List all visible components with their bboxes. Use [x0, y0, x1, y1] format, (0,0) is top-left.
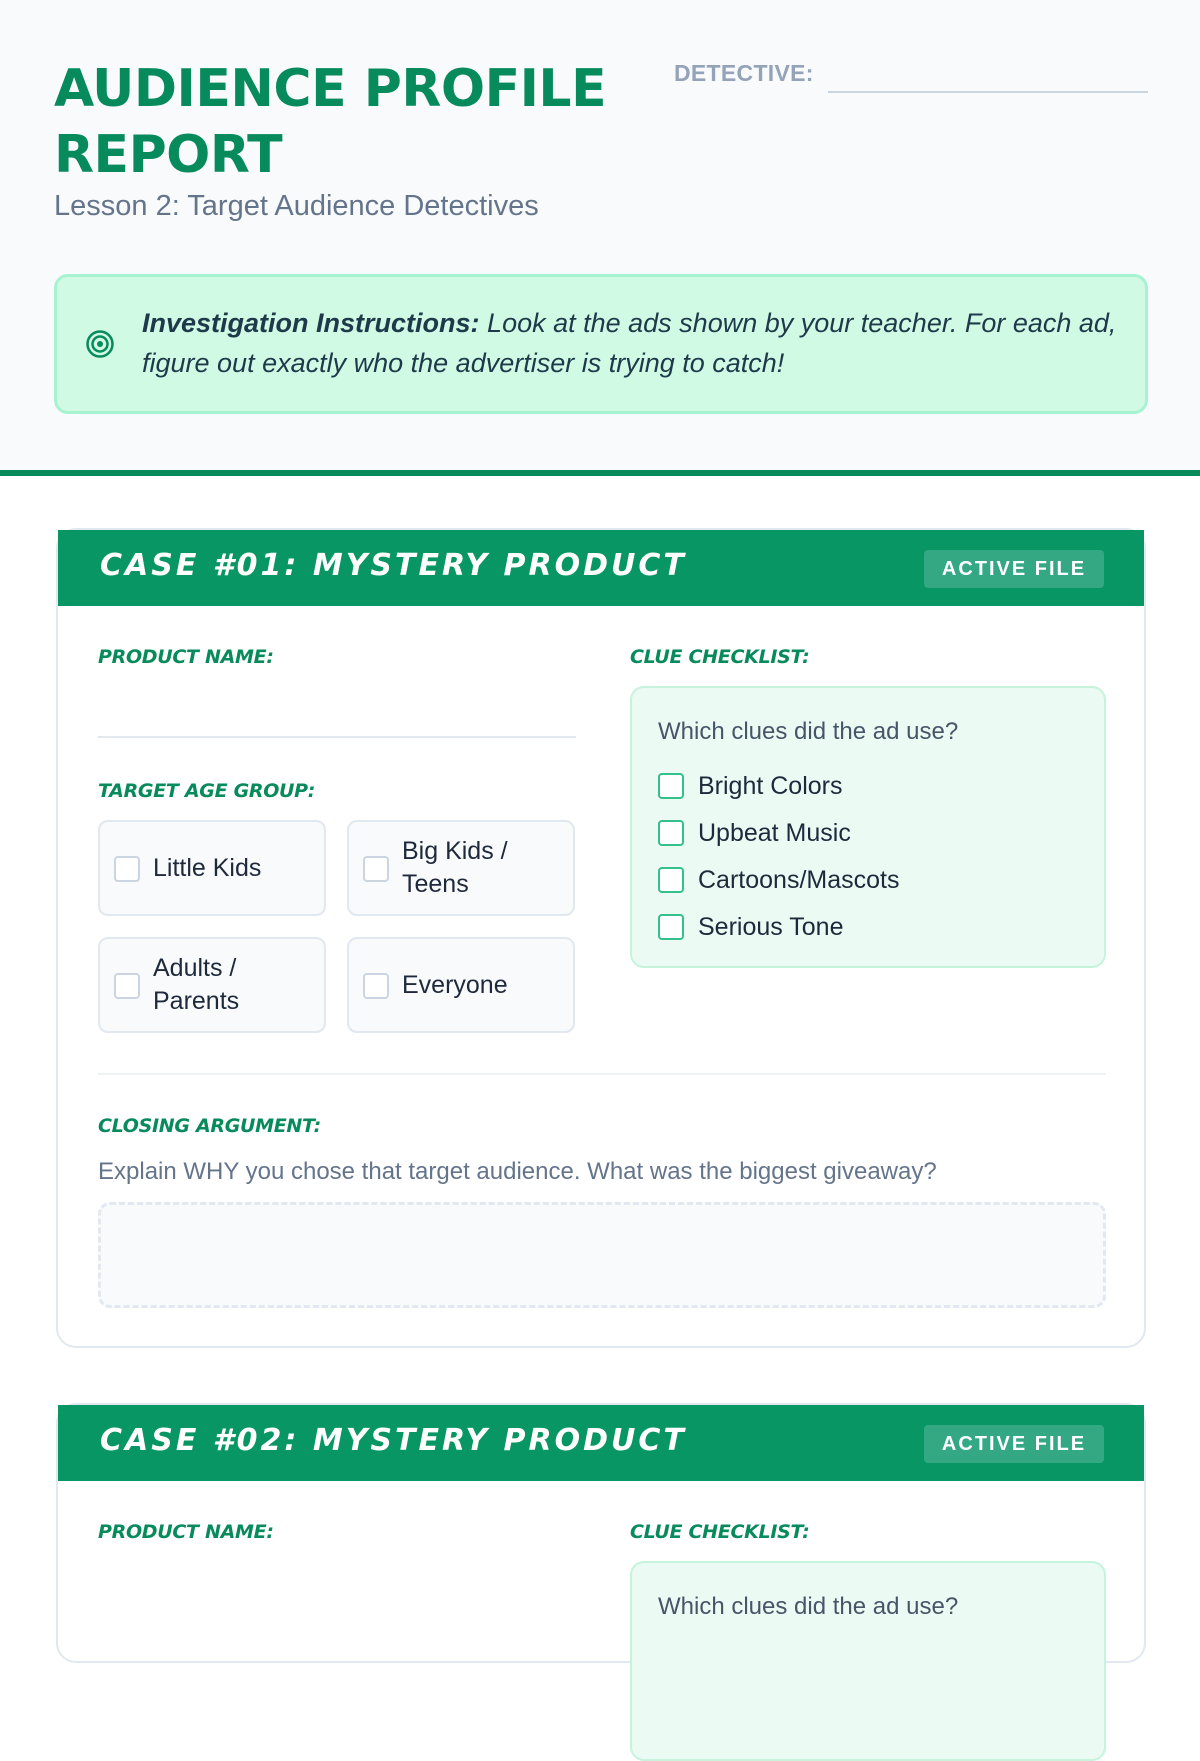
age-option-everyone[interactable]: [347, 937, 575, 1033]
closing-argument-field[interactable]: [98, 1202, 1106, 1308]
detective-label: DETECTIVE:: [674, 60, 814, 86]
case-card-01: [56, 528, 1146, 1348]
clue-question: Which clues did the ad use?: [658, 1593, 959, 1620]
checkbox[interactable]: [363, 973, 389, 999]
status-badge: ACTIVE FILE: [924, 1425, 1104, 1463]
clue-question: Which clues did the ad use?: [658, 718, 959, 745]
clue-checklist-label: CLUE CHECKLIST:: [630, 1521, 810, 1543]
report-header: [0, 0, 1200, 476]
clue-checklist-panel: [630, 1561, 1106, 1761]
age-option-big-kids-teens[interactable]: [347, 820, 575, 916]
instructions-panel: [54, 274, 1148, 414]
clue-label: Serious Tone: [698, 913, 844, 941]
case-header: [58, 1405, 1144, 1481]
case-header: [58, 530, 1144, 606]
closing-argument-prompt: Explain WHY you chose that target audience. What was the biggest giveaway?: [98, 1158, 937, 1185]
clue-label: Bright Colors: [698, 772, 843, 800]
age-option-label: Adults / Parents: [153, 954, 240, 1015]
checkbox[interactable]: [658, 773, 684, 799]
checkbox[interactable]: [658, 914, 684, 940]
page-title: AUDIENCE PROFILE REPORT: [54, 59, 607, 185]
divider: [98, 1073, 1106, 1075]
clue-label: Cartoons/Mascots: [698, 866, 900, 894]
instructions-lead: Investigation Instructions:: [142, 308, 480, 338]
checkbox[interactable]: [658, 867, 684, 893]
age-option-little-kids[interactable]: [98, 820, 326, 916]
clue-checklist-panel: [630, 686, 1106, 968]
age-option-adults-parents[interactable]: [98, 937, 326, 1033]
clue-checklist-label: CLUE CHECKLIST:: [630, 646, 810, 668]
age-option-label: Big Kids / Teens: [402, 837, 508, 898]
instructions-text: [142, 303, 1122, 383]
target-icon: [85, 329, 115, 359]
target-age-label: TARGET AGE GROUP:: [98, 780, 316, 802]
page-subtitle: Lesson 2: Target Audience Detectives: [54, 190, 539, 222]
product-name-label: PRODUCT NAME:: [98, 646, 274, 668]
checkbox[interactable]: [114, 973, 140, 999]
checkbox[interactable]: [363, 856, 389, 882]
product-name-label: PRODUCT NAME:: [98, 1521, 274, 1543]
case-title: CASE #01: MYSTERY PRODUCT: [100, 548, 687, 583]
checkbox[interactable]: [658, 820, 684, 846]
age-option-label: Everyone: [402, 970, 508, 999]
product-name-field[interactable]: [98, 736, 576, 738]
detective-name-field[interactable]: [828, 91, 1148, 93]
status-badge: ACTIVE FILE: [924, 550, 1104, 588]
checkbox[interactable]: [114, 856, 140, 882]
clue-label: Upbeat Music: [698, 819, 851, 847]
case-card-02: [56, 1403, 1146, 1663]
closing-argument-label: CLOSING ARGUMENT:: [98, 1115, 321, 1137]
case-title: CASE #02: MYSTERY PRODUCT: [100, 1423, 687, 1458]
instructions-body: Look at the ads shown by your teacher. For each ad, figure out exactly who the advertiser is trying to catch!: [142, 308, 1117, 378]
age-option-label: Little Kids: [153, 853, 262, 882]
